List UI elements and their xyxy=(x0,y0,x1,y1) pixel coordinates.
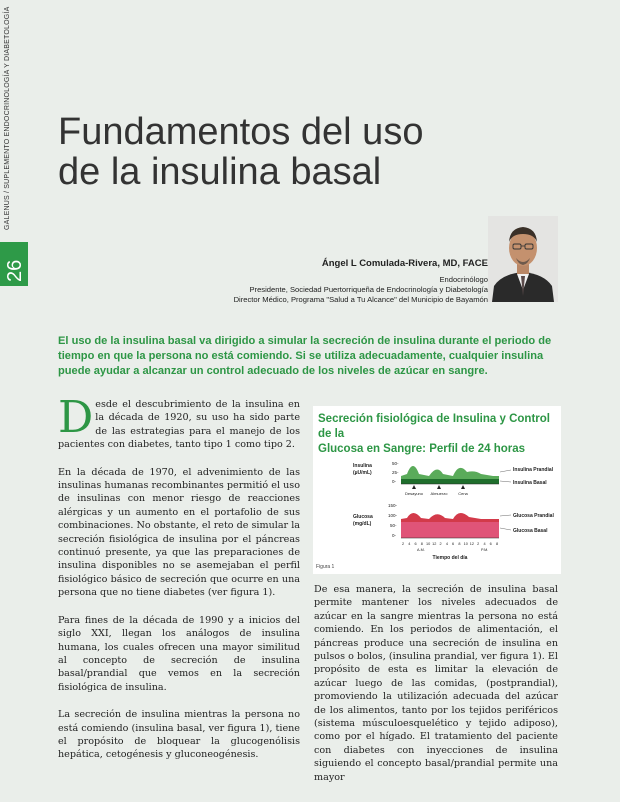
paragraph: En la década de 1970, el advenimiento de las insulinas humanas recombinantes permitió el uso de insulinas con menor riesgo de reacciones alérgicas y un aumento en el portafolio de sus combinaciones. No obstante, el reto de simular la secreción fisiológica de insulina por el páncreas continuó presente, ya que las preparaciones de insulina disponibles no se asemejaban el perfil fisiológico básico de secreción que ocurre en una persona que no tiene diabetes (ver figura 1). xyxy=(58,466,300,599)
author-credential: Presidente, Sociedad Puertorriqueña de Endocrinología y Diabetología xyxy=(249,285,488,294)
insulin-tick: 50- xyxy=(392,461,399,466)
figure-caption: Figura 1 xyxy=(316,564,335,570)
page-number: 26 xyxy=(4,259,26,282)
glucose-tick: 0- xyxy=(392,533,397,538)
hour-tick-label: 12 xyxy=(432,542,437,546)
figure-title-line-2: Glucosa en Sangre: Perfil de 24 horas xyxy=(318,443,526,455)
author-name: Ángel L Comulada-Rivera, MD, FACE xyxy=(321,258,488,269)
hour-tick-label: 8 xyxy=(458,542,461,546)
meal-label: Almuerzo xyxy=(430,491,448,496)
hour-tick-label: 6 xyxy=(452,542,455,546)
meal-marker xyxy=(412,485,416,489)
page-number-box xyxy=(0,242,28,286)
basal-glucose-band xyxy=(401,522,499,538)
hour-tick-label: 4 xyxy=(408,542,411,546)
lead-paragraph: El uso de la insulina basal va dirigido a simular la secreción de insulina durante el periodo de tiempo en que la persona no está comiendo. Si se utiliza adecuadamente, cualquier insulina puede ayudar a alcanzar un control adecuado de los niveles de azúcar en sangre. xyxy=(58,335,552,377)
hour-tick-label: 4 xyxy=(445,542,448,546)
legend-prandial-insulin: Insulina Prandial xyxy=(513,467,554,473)
x-axis-label: Tiempo del día xyxy=(432,555,468,561)
hour-tick-label: 10 xyxy=(463,542,468,546)
pm-label: P.M. xyxy=(481,548,489,552)
legend-prandial-glucose: Glucosa Prandial xyxy=(513,513,554,519)
title-line-2: de la insulina basal xyxy=(58,151,382,193)
sidebar xyxy=(0,0,28,802)
meal-label: Cena xyxy=(458,491,468,496)
body-column-1 xyxy=(58,392,300,776)
insulin-tick: 25- xyxy=(392,470,399,475)
author-photo xyxy=(488,216,558,302)
hour-tick-label: 6 xyxy=(414,542,417,546)
hour-tick-label: 4 xyxy=(483,542,486,546)
insulin-axis-label: Insulina xyxy=(353,463,372,469)
glucose-tick: 150- xyxy=(388,503,398,508)
hour-tick-label: 2 xyxy=(477,542,480,546)
figure-title-line-1: Secreción fisiológica de Insulina y Control de la xyxy=(318,413,550,440)
hour-tick-label: 6 xyxy=(489,542,492,546)
insulin-glucose-profile-chart xyxy=(313,406,561,566)
paragraph xyxy=(58,392,300,452)
paragraph-text: esde el descubrimiento de la insulina en la década de 1920, su uso ha sido parte de las estrategias para el manejo de los pacientes con diabetes, tanto tipo 1 como tipo 2. xyxy=(58,399,300,451)
am-label: A.M. xyxy=(417,548,425,552)
paragraph: La secreción de insulina mientras la persona no está comiendo (insulina basal, ver figura 1), tiene el propósito de bloquear la glucogenólisis hepática, cetogénesis y gluconeogénesis. xyxy=(58,709,300,761)
legend-basal-insulin: Insulina Basal xyxy=(513,480,547,486)
running-head: GALENUS / SUPLEMENTO ENDOCRINOLOGÍA Y DIABETOLOGÍA xyxy=(4,6,11,230)
glucose-axis-unit: (mg/dL) xyxy=(353,521,372,527)
hour-tick-label: 2 xyxy=(439,542,442,546)
meal-marker xyxy=(437,485,441,489)
glucose-axis-label: Glucosa xyxy=(353,514,373,520)
glucose-tick: 100- xyxy=(388,513,398,518)
meal-marker xyxy=(461,485,465,489)
body-column-2 xyxy=(314,583,558,784)
hour-tick-label: 8 xyxy=(495,542,499,546)
insulin-tick: 0- xyxy=(392,479,397,484)
hour-tick-label: 8 xyxy=(420,542,423,546)
basal-insulin-band xyxy=(401,479,499,484)
meal-label: Desayuno xyxy=(404,491,424,496)
author-credential: Director Médico, Programa "Salud a Tu Alcance" del Municipio de Bayamón xyxy=(233,295,488,304)
hour-tick-label: 12 xyxy=(469,542,475,546)
drop-cap: D xyxy=(58,392,94,443)
hour-tick-labels xyxy=(402,542,498,546)
paragraph: Para fines de la década de 1990 y a inicios del siglo XXI, llegan los análogos de insulina humana, los cuales ofrecen una mayor similitud al concepto de secreción de insulina basal/prandial que vemos en la secreción fisiológica de insulina. xyxy=(58,614,300,693)
title-line-1: Fundamentos del uso xyxy=(58,111,424,153)
paragraph: De esa manera, la secreción de insulina basal permite mantener los niveles adecuados de azúcar en la sangre mientras la persona no está comiendo. En los periodos de alimentación, el páncreas produce una secreción de insulina en pulsos o bolos, (insulina prandial, ver figura 1). El propósito de esta es limitar la elevación de azúcar luego de las comidas, (postprandial), promoviendo la utilización adecuada del azúcar de los alimentos, tanto por los tejidos periféricos (sistema músculoesquelético y tejido adiposo), como por el hígado. El tratamiento del paciente con diabetes con inyecciones de insulina siguiendo el concepto basal/prandial permite una mayor xyxy=(314,584,558,783)
author-block xyxy=(234,258,488,305)
legend-basal-glucose: Glucosa Basal xyxy=(513,528,548,534)
figure-1 xyxy=(313,406,561,574)
author-credential: Endocrinólogo xyxy=(439,275,488,284)
hour-tick-label: 2 xyxy=(401,542,405,546)
article-title xyxy=(58,112,423,192)
insulin-axis-unit: (µU/mL) xyxy=(353,470,372,476)
glucose-tick: 50- xyxy=(390,523,397,528)
hour-tick-label: 10 xyxy=(425,542,431,546)
